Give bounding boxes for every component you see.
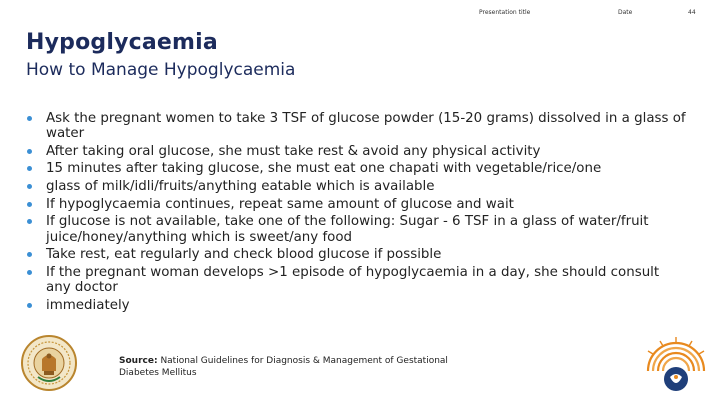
bullet-item: If hypoglycaemia continues, repeat same amount of glucose and wait bbox=[27, 197, 687, 212]
bullet-dot-icon bbox=[27, 270, 32, 275]
health-mission-logo-icon bbox=[636, 331, 716, 401]
bullet-item: After taking oral glucose, she must take rest & avoid any physical activity bbox=[27, 144, 687, 159]
bullet-item: glass of milk/idli/fruits/anything eatable which is available bbox=[27, 179, 687, 194]
bullet-dot-icon bbox=[27, 184, 32, 189]
state-emblem-icon bbox=[20, 333, 78, 395]
bullet-item: immediately bbox=[27, 298, 687, 313]
presentation-title-label: Presentation title bbox=[479, 9, 531, 16]
page-number: 44 bbox=[688, 9, 696, 16]
bullet-item: If glucose is not available, take one of the following: Sugar - 6 TSF in a glass of water/fruit juice/honey/anything which is sweet/any food bbox=[27, 214, 687, 245]
bullet-dot-icon bbox=[27, 252, 32, 257]
bullet-dot-icon bbox=[27, 149, 32, 154]
source-citation: Source: National Guidelines for Diagnosis & Management of Gestational Diabetes Mellitus bbox=[119, 356, 448, 378]
bullet-item: Take rest, eat regularly and check blood glucose if possible bbox=[27, 247, 687, 262]
slide-subtitle: How to Manage Hypoglycaemia bbox=[26, 60, 296, 80]
bullet-item: 15 minutes after taking glucose, she must eat one chapati with vegetable/rice/one bbox=[27, 161, 687, 176]
bullet-item: Ask the pregnant women to take 3 TSF of glucose powder (15-20 grams) dissolved in a glass of water bbox=[27, 111, 687, 142]
date-label: Date bbox=[618, 9, 633, 16]
bullet-dot-icon bbox=[27, 116, 32, 121]
bullet-dot-icon bbox=[27, 219, 32, 224]
slide-title: Hypoglycaemia bbox=[26, 30, 218, 55]
bullet-dot-icon bbox=[27, 303, 32, 308]
bullet-item: If the pregnant woman develops >1 episode of hypoglycaemia in a day, she should consult any doctor bbox=[27, 265, 687, 296]
bullet-dot-icon bbox=[27, 166, 32, 171]
bullet-list bbox=[27, 111, 687, 315]
bullet-dot-icon bbox=[27, 202, 32, 207]
